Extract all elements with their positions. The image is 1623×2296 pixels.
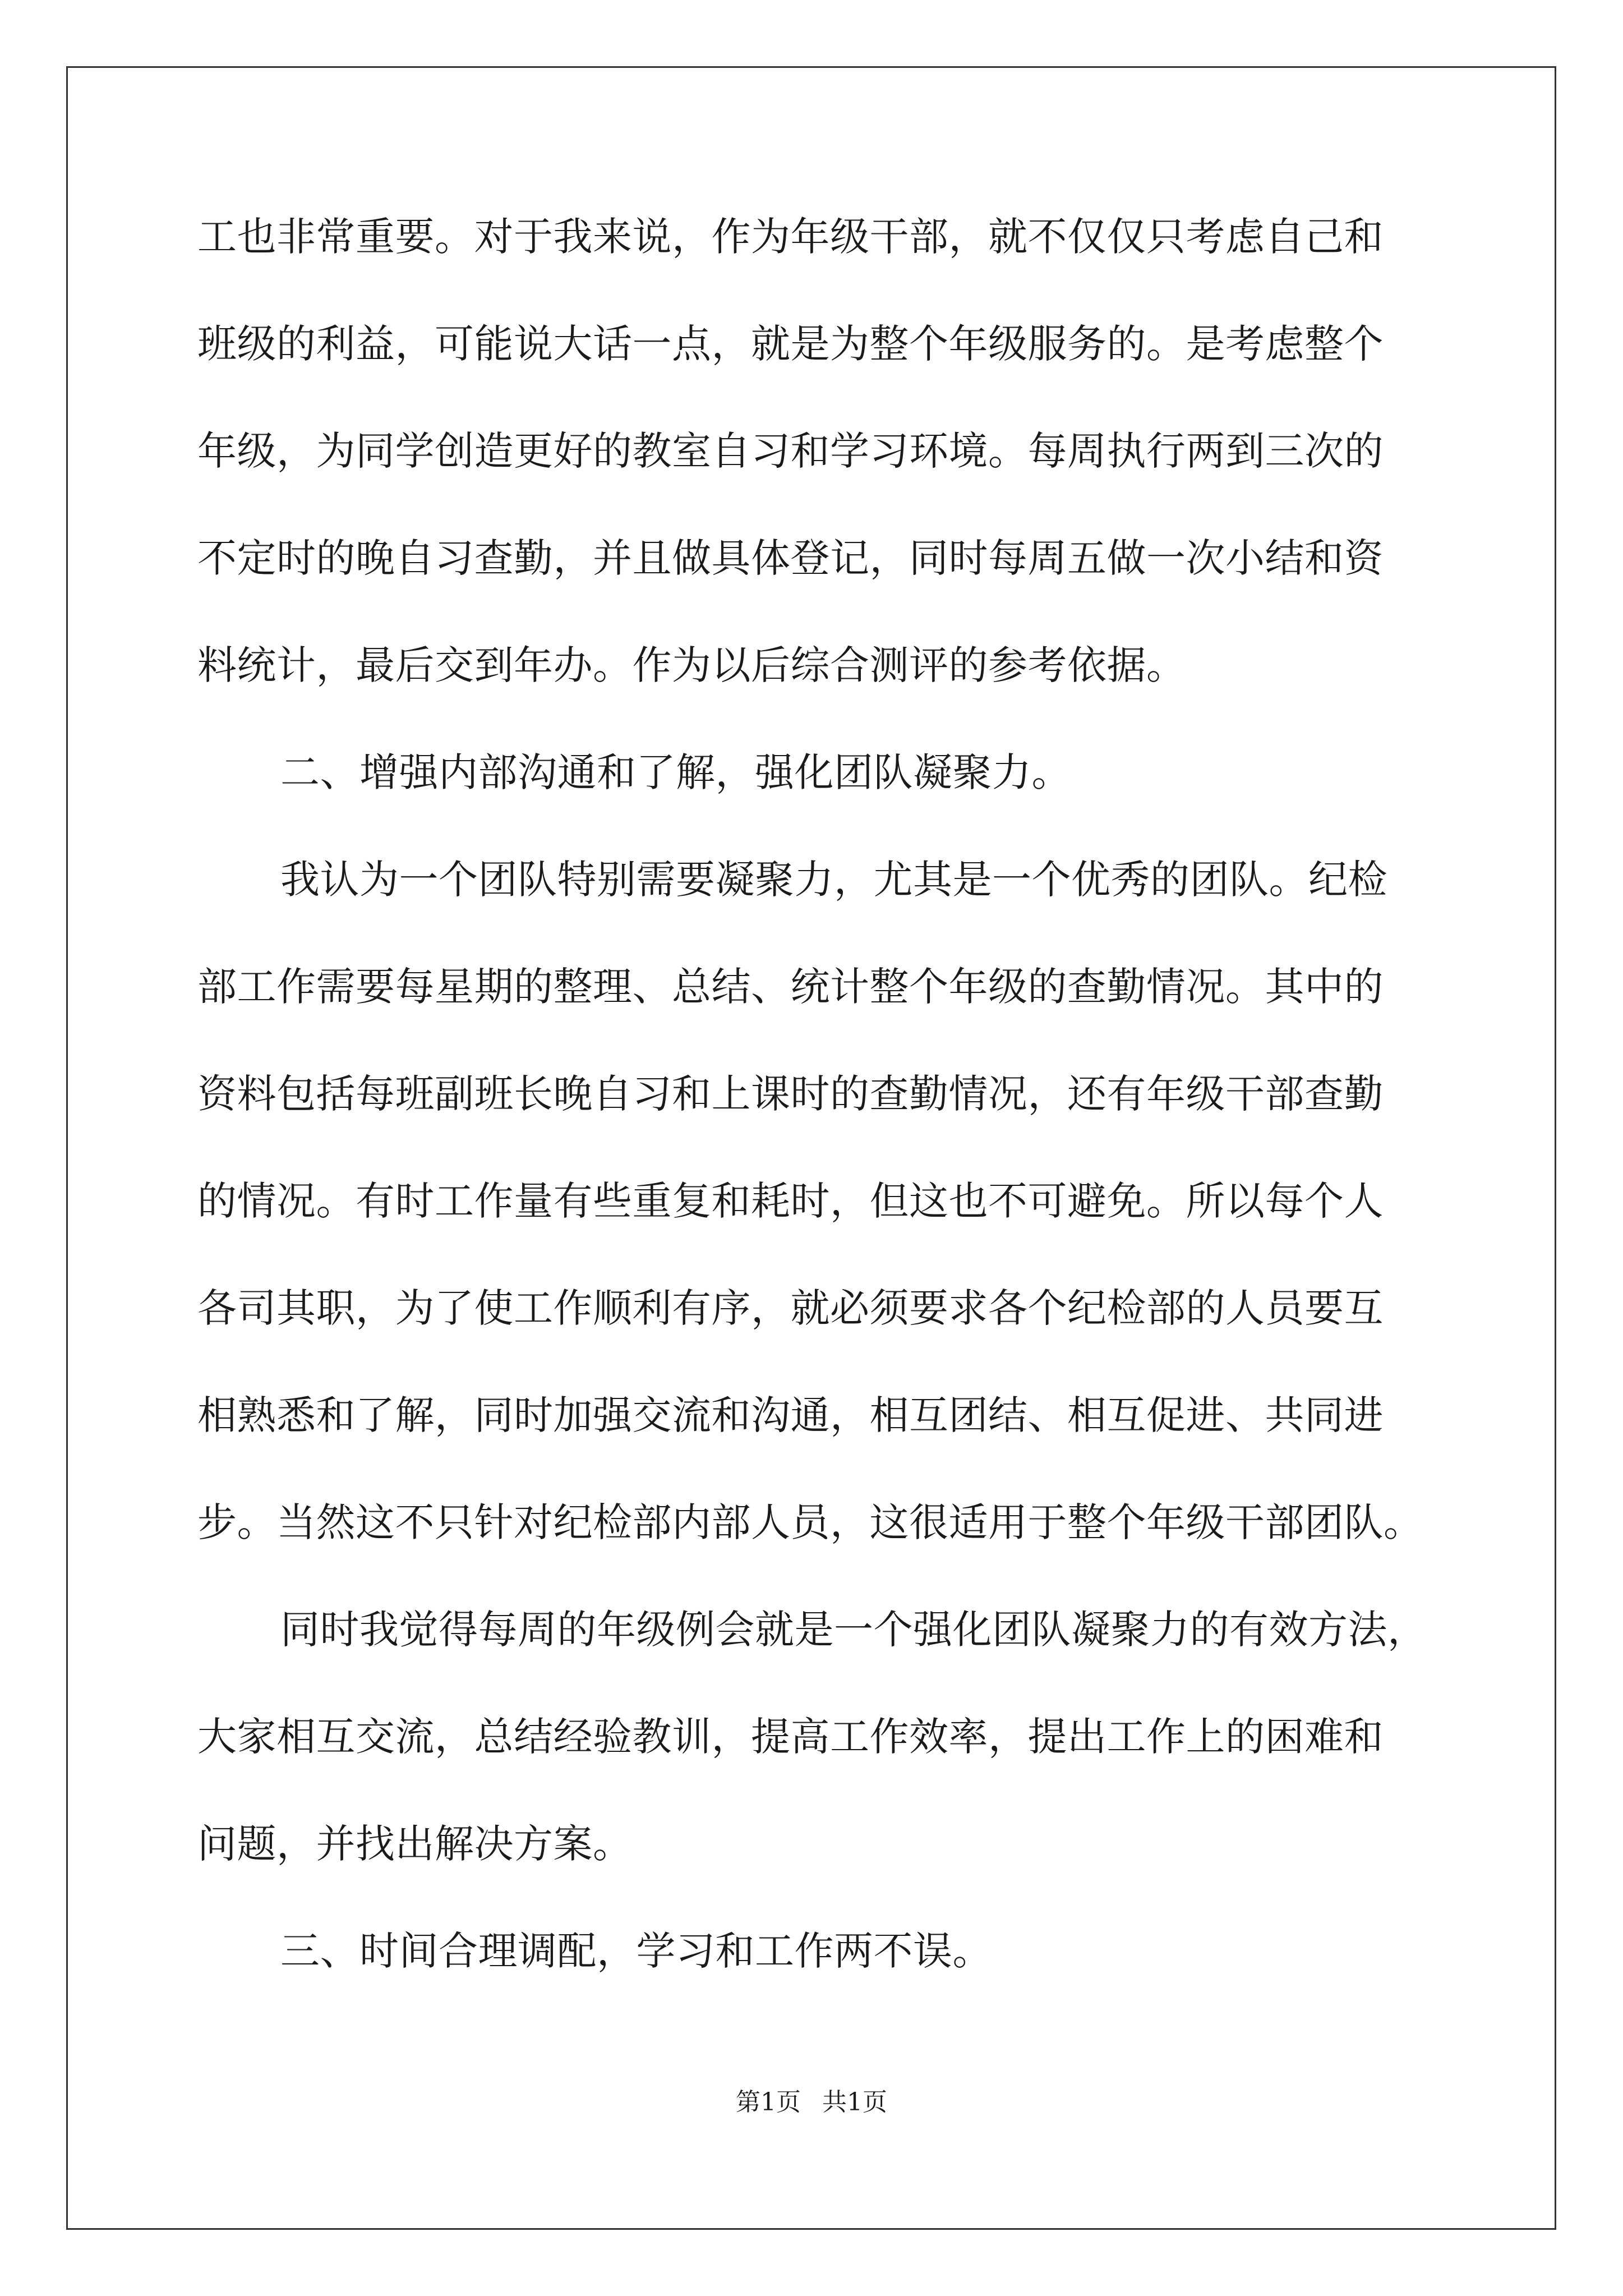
text-line: 不定时的晚自习查勤，并且做具体登记，同时每周五做一次小结和资 bbox=[197, 535, 1384, 581]
text-line: 相熟悉和了解，同时加强交流和沟通，相互团结、相互促进、共同进 bbox=[197, 1392, 1384, 1438]
page-number: 第1页 bbox=[736, 2088, 801, 2116]
text-line: 年级，为同学创造更好的教室自习和学习环境。每周执行两到三次的 bbox=[197, 428, 1384, 474]
text-line: 我认为一个团队特别需要凝聚力，尤其是一个优秀的团队。纪检 bbox=[280, 857, 1387, 903]
text-line: 部工作需要每星期的整理、总结、统计整个年级的查勤情况。其中的 bbox=[197, 964, 1384, 1010]
text-line: 的情况。有时工作量有些重复和耗时，但这也不可避免。所以每个人 bbox=[197, 1178, 1384, 1224]
text-line: 同时我觉得每周的年级例会就是一个强化团队凝聚力的有效方法， bbox=[280, 1607, 1427, 1653]
text-line: 大家相互交流，总结经验教训，提高工作效率，提出工作上的困难和 bbox=[197, 1714, 1384, 1760]
page-footer bbox=[0, 2086, 1623, 2119]
text-line: 各司其职，为了使工作顺利有序，就必须要求各个纪检部的人员要互 bbox=[197, 1285, 1384, 1331]
text-line: 问题，并找出解决方案。 bbox=[197, 1821, 633, 1867]
text-line: 三、时间合理调配，学习和工作两不误。 bbox=[280, 1928, 992, 1974]
text-line: 班级的利益，可能说大话一点，就是为整个年级服务的。是考虑整个 bbox=[197, 321, 1384, 367]
text-line: 工也非常重要。对于我来说，作为年级干部，就不仅仅只考虑自己和 bbox=[197, 214, 1384, 260]
text-line: 步。当然这不只针对纪检部内部人员，这很适用于整个年级干部团队。 bbox=[197, 1499, 1423, 1545]
text-line: 二、增强内部沟通和了解，强化团队凝聚力。 bbox=[280, 749, 1071, 795]
document-body bbox=[197, 208, 1431, 2029]
text-line: 料统计，最后交到年办。作为以后综合测评的参考依据。 bbox=[197, 642, 1186, 688]
total-pages: 共1页 bbox=[822, 2088, 887, 2116]
text-line: 资料包括每班副班长晚自习和上课时的查勤情况，还有年级干部查勤 bbox=[197, 1071, 1384, 1117]
